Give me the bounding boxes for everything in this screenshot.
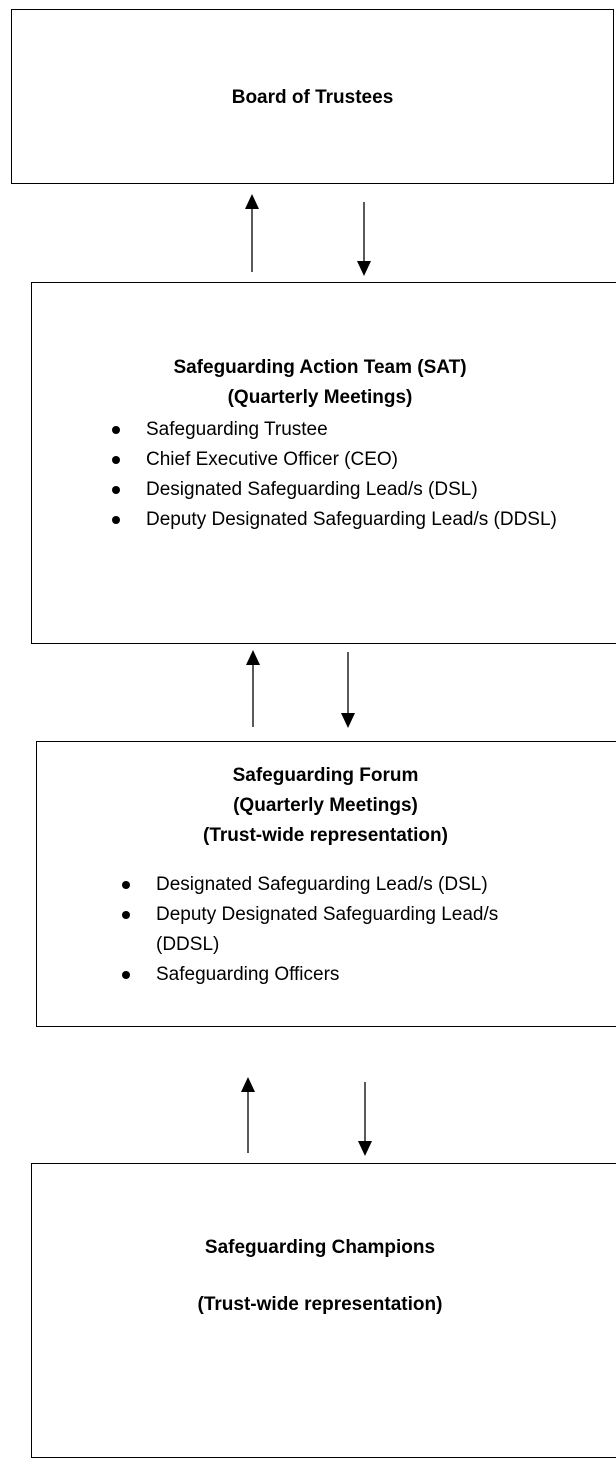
champions-subtitle: (Trust-wide representation) [197,1294,443,1315]
arrow-up-to-board [245,194,259,272]
list-item: Chief Executive Officer (CEO) [110,445,616,475]
board-of-trustees-box [11,9,614,184]
sat-members-list [110,415,616,535]
forum-title: Safeguarding Forum [232,765,419,786]
board-of-trustees-title: Board of Trustees [231,87,394,108]
safeguarding-champions-box [31,1163,616,1458]
forum-members-list [120,870,616,990]
list-item: Deputy Designated Safeguarding Lead/s (DDSL) [110,505,566,535]
list-item: Safeguarding Trustee [110,415,616,445]
arrow-down-to-sat [357,202,371,276]
forum-subtitle-meetings: (Quarterly Meetings) [233,795,418,816]
list-item: Designated Safeguarding Lead/s (DSL) [120,870,616,900]
sat-title: Safeguarding Action Team (SAT) [173,357,467,378]
list-item: Safeguarding Officers [120,960,616,990]
arrow-up-to-forum [241,1077,255,1153]
champions-title: Safeguarding Champions [204,1237,436,1258]
sat-subtitle: (Quarterly Meetings) [227,387,413,408]
safeguarding-forum-box [36,741,616,1027]
arrow-down-to-champions [358,1082,372,1156]
forum-subtitle-representation: (Trust-wide representation) [203,825,448,846]
list-item: Deputy Designated Safeguarding Lead/s (DDSL) [120,900,566,960]
arrow-down-to-forum [341,652,355,728]
arrow-up-to-sat [246,650,260,727]
safeguarding-action-team-box [31,282,616,644]
list-item: Designated Safeguarding Lead/s (DSL) [110,475,616,505]
